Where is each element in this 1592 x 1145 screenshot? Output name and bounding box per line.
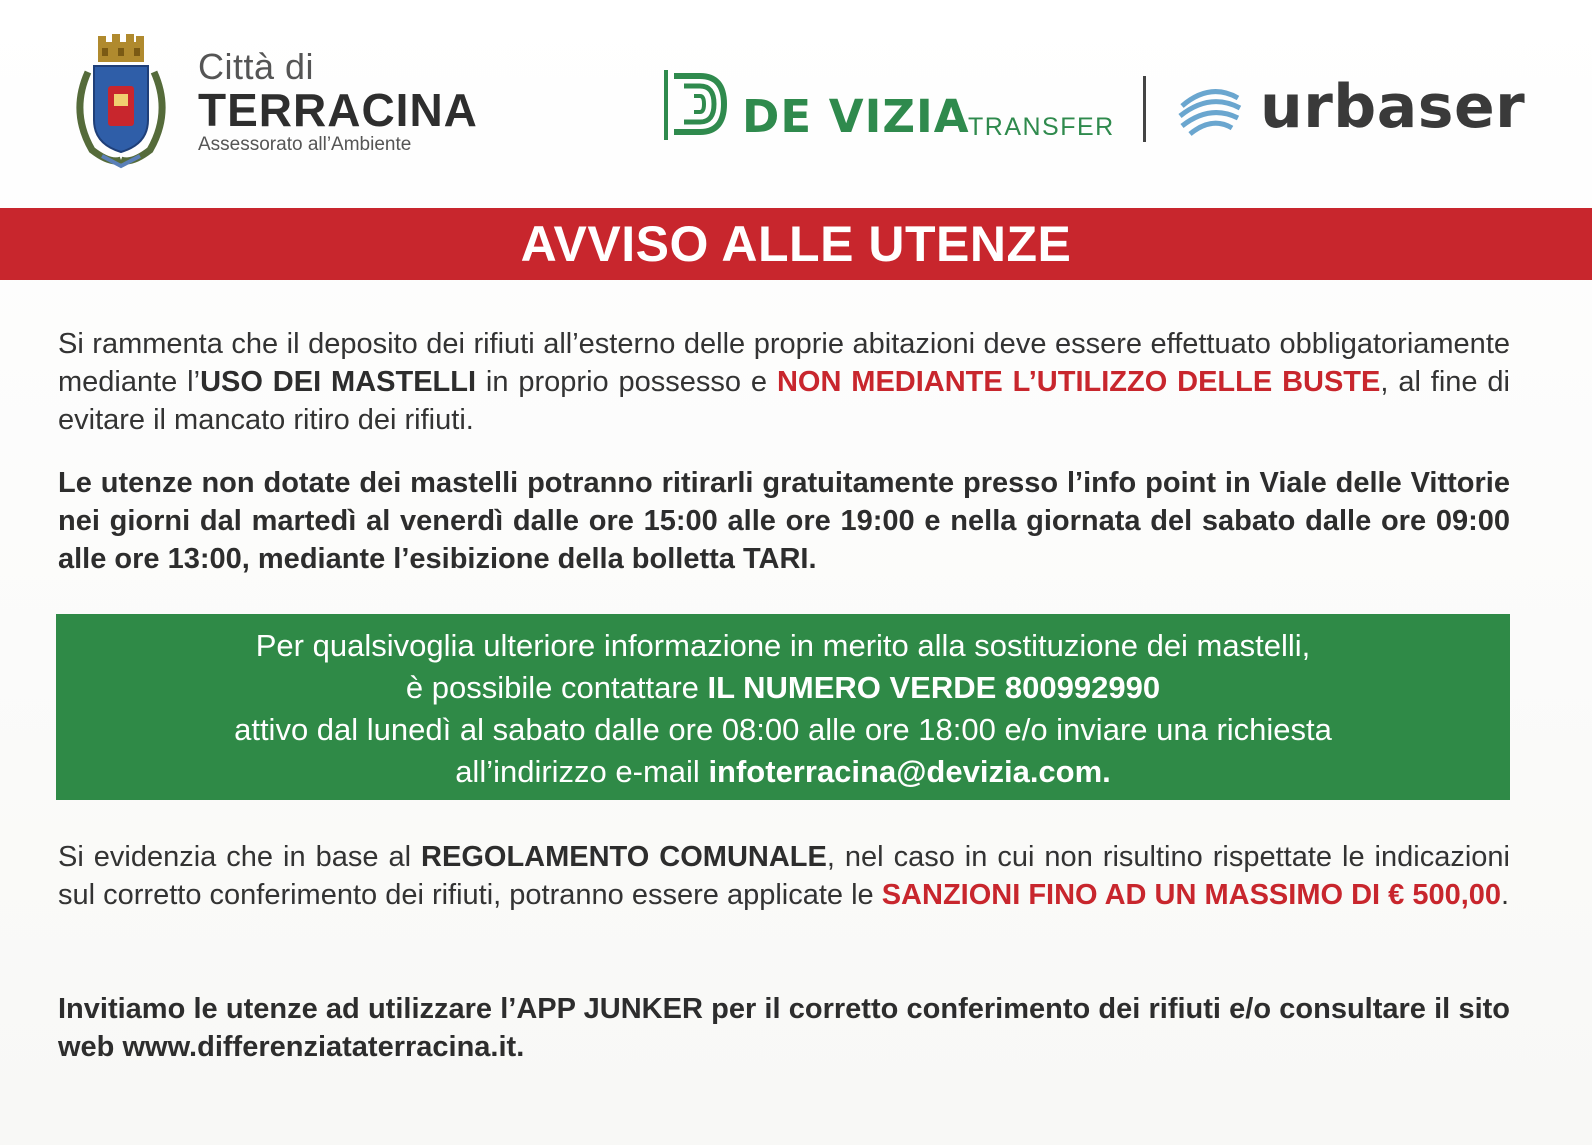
city-department: Assessorato all’Ambiente	[198, 134, 412, 155]
paragraph-bins-usage	[58, 325, 1510, 439]
paragraph-text: , al fine di evitare il mancato ritiro dei rifiuti.	[58, 366, 1510, 436]
toll-free-number: IL NUMERO VERDE 800992990	[707, 670, 1161, 705]
terracina-crest-icon	[66, 32, 176, 172]
contact-line	[56, 667, 1510, 709]
partner-urbaser: urbaser	[1260, 72, 1526, 142]
city-header	[198, 48, 478, 156]
contact-email: infoterracina@devizia.com.	[708, 754, 1111, 789]
contact-line	[56, 751, 1510, 793]
paragraph-text: , nel caso in cui non risultino rispettate le indicazioni sul corretto conferimento dei rifiuti, potranno essere applicate le	[58, 841, 1510, 911]
contact-line: attivo dal lunedì al sabato dalle ore 08:00 alle ore 18:00 e/o inviare una richiesta	[234, 712, 1332, 747]
partner-de-vizia-suffix: TRANSFER	[968, 113, 1115, 141]
page-title: AVVISO ALLE UTENZE	[520, 216, 1072, 272]
de-vizia-logo-icon	[660, 68, 732, 140]
paragraph-text: in proprio possesso e	[476, 366, 777, 398]
paragraph-text: .	[1501, 879, 1510, 911]
urbaser-logo-icon	[1176, 76, 1244, 142]
paragraph-pickup-info: Le utenze non dotate dei mastelli potranno ritirarli gratuitamente presso l’info point in Viale delle Vittorie nei giorni dal martedì al venerdì dalle ore 15:00 alle ore 19:00 e nella giornata del sabato dalle ore 09:00 alle ore 13:00, mediante l’esibizione della bolletta TARI.	[58, 467, 1510, 575]
contact-line: Per qualsivoglia ulteriore informazione in merito alla sostituzione dei mastelli,	[255, 628, 1311, 663]
contact-text: è possibile contattare	[405, 670, 708, 705]
contact-box	[56, 614, 1510, 800]
logo-divider	[1143, 76, 1146, 142]
highlight-red: SANZIONI FINO AD UN MASSIMO DI € 500,00	[881, 879, 1502, 911]
paragraph-sanctions	[58, 838, 1510, 914]
highlight-bold: USO DEI MASTELLI	[200, 366, 477, 398]
paragraph-app-website: Invitiamo le utenze ad utilizzare l’APP JUNKER per il corretto conferimento dei rifiuti e/o consultare il sito web www.differenziataterracina.it.	[58, 993, 1510, 1063]
partner-de-vizia: DE VIZIA	[742, 90, 970, 143]
paragraph-text: Si rammenta che il deposito dei rifiuti all’esterno delle proprie abitazioni deve essere effettuato obbligatoriamente mediante l’	[58, 328, 1510, 398]
city-name: TERRACINA	[198, 84, 478, 136]
city-prefix: Città di	[198, 46, 315, 87]
highlight-red: NON MEDIANTE L’UTILIZZO DELLE BUSTE	[776, 366, 1381, 398]
paragraph-text: Si evidenzia che in base al	[58, 841, 422, 873]
contact-text: all’indirizzo e-mail	[455, 754, 709, 789]
title-banner	[0, 208, 1592, 280]
highlight-bold: REGOLAMENTO COMUNALE	[421, 841, 827, 873]
